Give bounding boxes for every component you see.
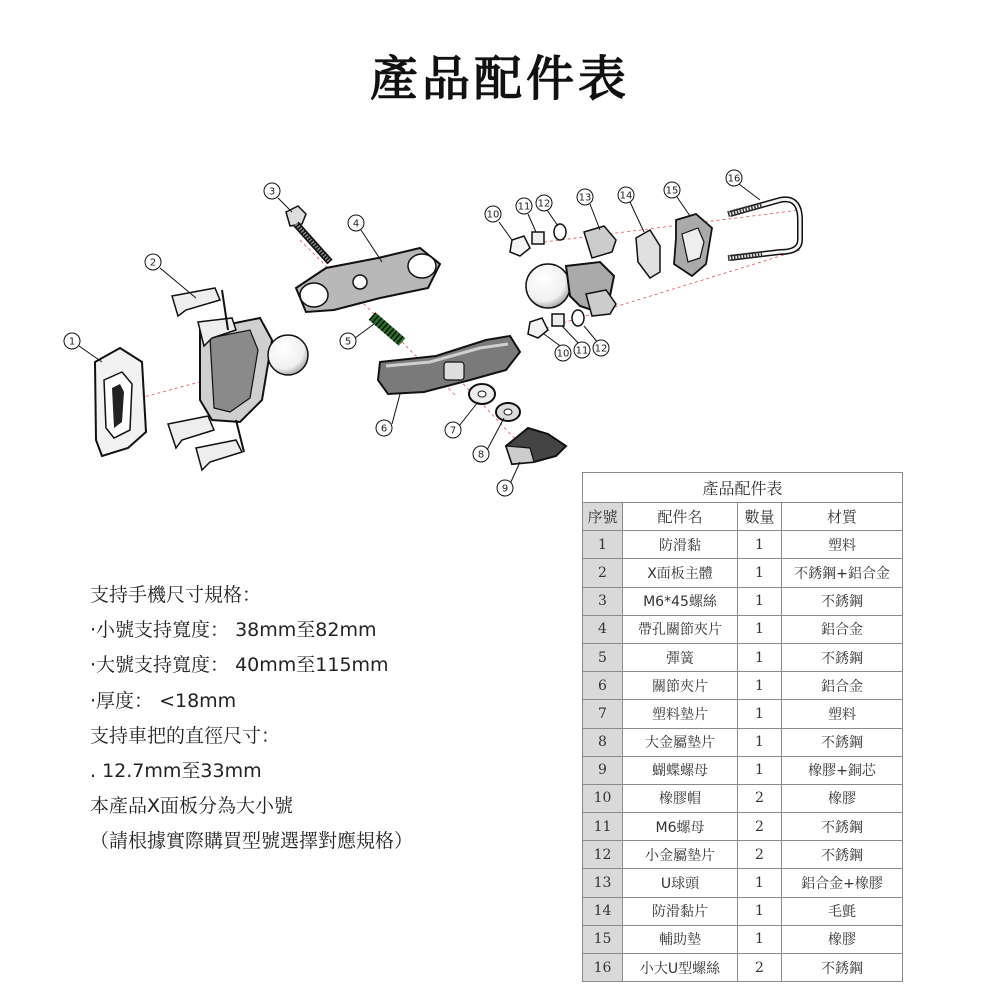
- table-row: [583, 841, 903, 869]
- row-material: 塑料: [782, 700, 903, 728]
- row-part-name: X面板主體: [623, 559, 738, 587]
- row-material: 不銹鋼+鋁合金: [782, 559, 903, 587]
- table-row: [583, 643, 903, 671]
- table-row: [583, 925, 903, 953]
- row-serial: 14: [583, 897, 623, 925]
- callout-11-top: [516, 198, 532, 214]
- row-serial: 2: [583, 559, 623, 587]
- row-part-name: 輔助墊: [623, 925, 738, 953]
- spec-purchase-note: （請根據實際購買型號選擇對應規格）: [90, 830, 414, 853]
- wing-nut-part: [506, 428, 566, 464]
- row-quantity: 1: [738, 728, 782, 756]
- callout-5: [340, 333, 356, 349]
- callout-9: [497, 480, 513, 496]
- svg-text:7: 7: [449, 425, 457, 437]
- callout-12-top: [536, 195, 552, 211]
- row-part-name: M6*45螺絲: [623, 587, 738, 615]
- table-row: [583, 531, 903, 559]
- parts-table: [582, 472, 903, 982]
- page-title: 產品配件表: [369, 51, 630, 107]
- row-material: 鋁合金+橡膠: [782, 869, 903, 897]
- table-row: [583, 559, 903, 587]
- table-row: [583, 756, 903, 784]
- svg-text:11: 11: [517, 201, 531, 213]
- row-quantity: 1: [738, 531, 782, 559]
- row-quantity: 2: [738, 813, 782, 841]
- row-material: 鋁合金: [782, 672, 903, 700]
- row-quantity: 1: [738, 615, 782, 643]
- callout-13: [577, 189, 593, 205]
- svg-text:4: 4: [352, 218, 360, 230]
- callout-14: [618, 187, 634, 203]
- svg-text:14: 14: [619, 190, 633, 202]
- row-serial: 5: [583, 643, 623, 671]
- row-serial: 7: [583, 700, 623, 728]
- svg-text:9: 9: [501, 483, 509, 495]
- row-quantity: 1: [738, 756, 782, 784]
- row-part-name: U球頭: [623, 869, 738, 897]
- row-quantity: 1: [738, 897, 782, 925]
- row-serial: 15: [583, 925, 623, 953]
- row-serial: 3: [583, 587, 623, 615]
- row-quantity: 1: [738, 643, 782, 671]
- row-serial: 10: [583, 784, 623, 812]
- row-serial: 6: [583, 672, 623, 700]
- row-quantity: 1: [738, 559, 782, 587]
- spec-small-width: ·小號支持寬度： 38mm至82mm: [90, 619, 377, 642]
- row-material: 不銹鋼: [782, 954, 903, 982]
- row-part-name: 大金屬墊片: [623, 728, 738, 756]
- svg-text:10: 10: [556, 348, 570, 360]
- u-bolt-part: [728, 199, 800, 258]
- callout-16: [726, 170, 742, 186]
- row-serial: 11: [583, 813, 623, 841]
- row-part-name: 橡膠帽: [623, 784, 738, 812]
- row-serial: 8: [583, 728, 623, 756]
- large-metal-washer-part: [496, 403, 520, 421]
- anti-slip-sticker-part: [636, 230, 660, 278]
- svg-text:5: 5: [344, 336, 352, 348]
- svg-text:10: 10: [486, 209, 500, 221]
- row-material: 不銹鋼: [782, 841, 903, 869]
- svg-text:8: 8: [477, 449, 485, 461]
- spec-panel-size-note: 本產品X面板分為大小號: [90, 795, 294, 818]
- table-caption: 產品配件表: [583, 473, 903, 503]
- header-part-name: 配件名: [623, 503, 738, 531]
- row-material: 不銹鋼: [782, 587, 903, 615]
- spec-heading-phone-size: 支持手機尺寸規格：: [90, 584, 262, 606]
- row-part-name: 帶孔關節夾片: [623, 615, 738, 643]
- row-part-name: 彈簧: [623, 643, 738, 671]
- row-material: 橡膠: [782, 925, 903, 953]
- row-part-name: 蝴蝶螺母: [623, 756, 738, 784]
- table-row: [583, 954, 903, 982]
- svg-text:6: 6: [380, 423, 388, 435]
- row-part-name: 塑料墊片: [623, 700, 738, 728]
- svg-text:15: 15: [665, 185, 679, 197]
- header-serial: 序號: [583, 503, 623, 531]
- row-part-name: M6螺母: [623, 813, 738, 841]
- callout-3: [264, 183, 280, 199]
- callout-1: [64, 333, 80, 349]
- callout-8: [473, 446, 489, 462]
- row-quantity: 1: [738, 587, 782, 615]
- row-quantity: 2: [738, 954, 782, 982]
- row-material: 橡膠+銅芯: [782, 756, 903, 784]
- svg-text:12: 12: [594, 343, 608, 355]
- svg-text:13: 13: [578, 192, 592, 204]
- callout-12-bottom: [593, 340, 609, 356]
- callout-2: [145, 254, 161, 270]
- spec-large-width: ·大號支持寬度： 40mm至115mm: [90, 654, 389, 677]
- specifications-text: [90, 578, 510, 860]
- row-quantity: 1: [738, 700, 782, 728]
- spec-heading-handlebar: 支持車把的直徑尺寸：: [90, 724, 281, 747]
- table-row: [583, 784, 903, 812]
- table-row: [583, 587, 903, 615]
- row-quantity: 2: [738, 841, 782, 869]
- auxiliary-pad-part: [674, 214, 712, 276]
- row-material: 塑料: [782, 531, 903, 559]
- callout-11-bottom: [574, 342, 590, 358]
- row-serial: 12: [583, 841, 623, 869]
- row-serial: 1: [583, 531, 623, 559]
- row-quantity: 1: [738, 672, 782, 700]
- row-material: 橡膠: [782, 784, 903, 812]
- svg-text:2: 2: [149, 257, 157, 269]
- table-row: [583, 897, 903, 925]
- callout-10-top: [485, 206, 501, 222]
- spec-thickness: ·厚度： <18mm: [90, 689, 237, 712]
- table-row: [583, 700, 903, 728]
- row-serial: 16: [583, 954, 623, 982]
- row-serial: 4: [583, 615, 623, 643]
- spec-handlebar-diameter: . 12.7mm至33mm: [90, 760, 262, 783]
- row-material: 不銹鋼: [782, 643, 903, 671]
- callout-7: [445, 422, 461, 438]
- row-serial: 13: [583, 869, 623, 897]
- svg-text:16: 16: [727, 173, 741, 185]
- callout-4: [348, 215, 364, 231]
- table-row: [583, 813, 903, 841]
- callout-15: [664, 182, 680, 198]
- row-quantity: 2: [738, 784, 782, 812]
- anti-slip-pad-part: [95, 348, 146, 456]
- table-row: [583, 869, 903, 897]
- row-part-name: 關節夾片: [623, 672, 738, 700]
- row-quantity: 1: [738, 925, 782, 953]
- header-material: 材質: [782, 503, 903, 531]
- row-material: 鋁合金: [782, 615, 903, 643]
- header-quantity: 數量: [738, 503, 782, 531]
- callout-6: [376, 420, 392, 436]
- row-quantity: 1: [738, 869, 782, 897]
- row-serial: 9: [583, 756, 623, 784]
- parts-table-body: [583, 531, 903, 982]
- row-material: 不銹鋼: [782, 728, 903, 756]
- callout-10-bottom: [555, 345, 571, 361]
- row-part-name: 防滑黏片: [623, 897, 738, 925]
- plastic-washer-part: [469, 384, 495, 404]
- table-row: [583, 728, 903, 756]
- x-panel-body-part: [168, 288, 308, 470]
- row-part-name: 防滑黏: [623, 531, 738, 559]
- row-material: 毛氈: [782, 897, 903, 925]
- svg-text:1: 1: [68, 336, 76, 348]
- row-part-name: 小大U型螺絲: [623, 954, 738, 982]
- svg-text:3: 3: [268, 186, 276, 198]
- m6x45-screw-part: [286, 206, 330, 262]
- table-row: [583, 672, 903, 700]
- spring-part: [372, 316, 402, 342]
- row-material: 不銹鋼: [782, 813, 903, 841]
- svg-text:12: 12: [537, 198, 551, 210]
- row-part-name: 小金屬墊片: [623, 841, 738, 869]
- table-row: [583, 615, 903, 643]
- svg-text:11: 11: [575, 345, 589, 357]
